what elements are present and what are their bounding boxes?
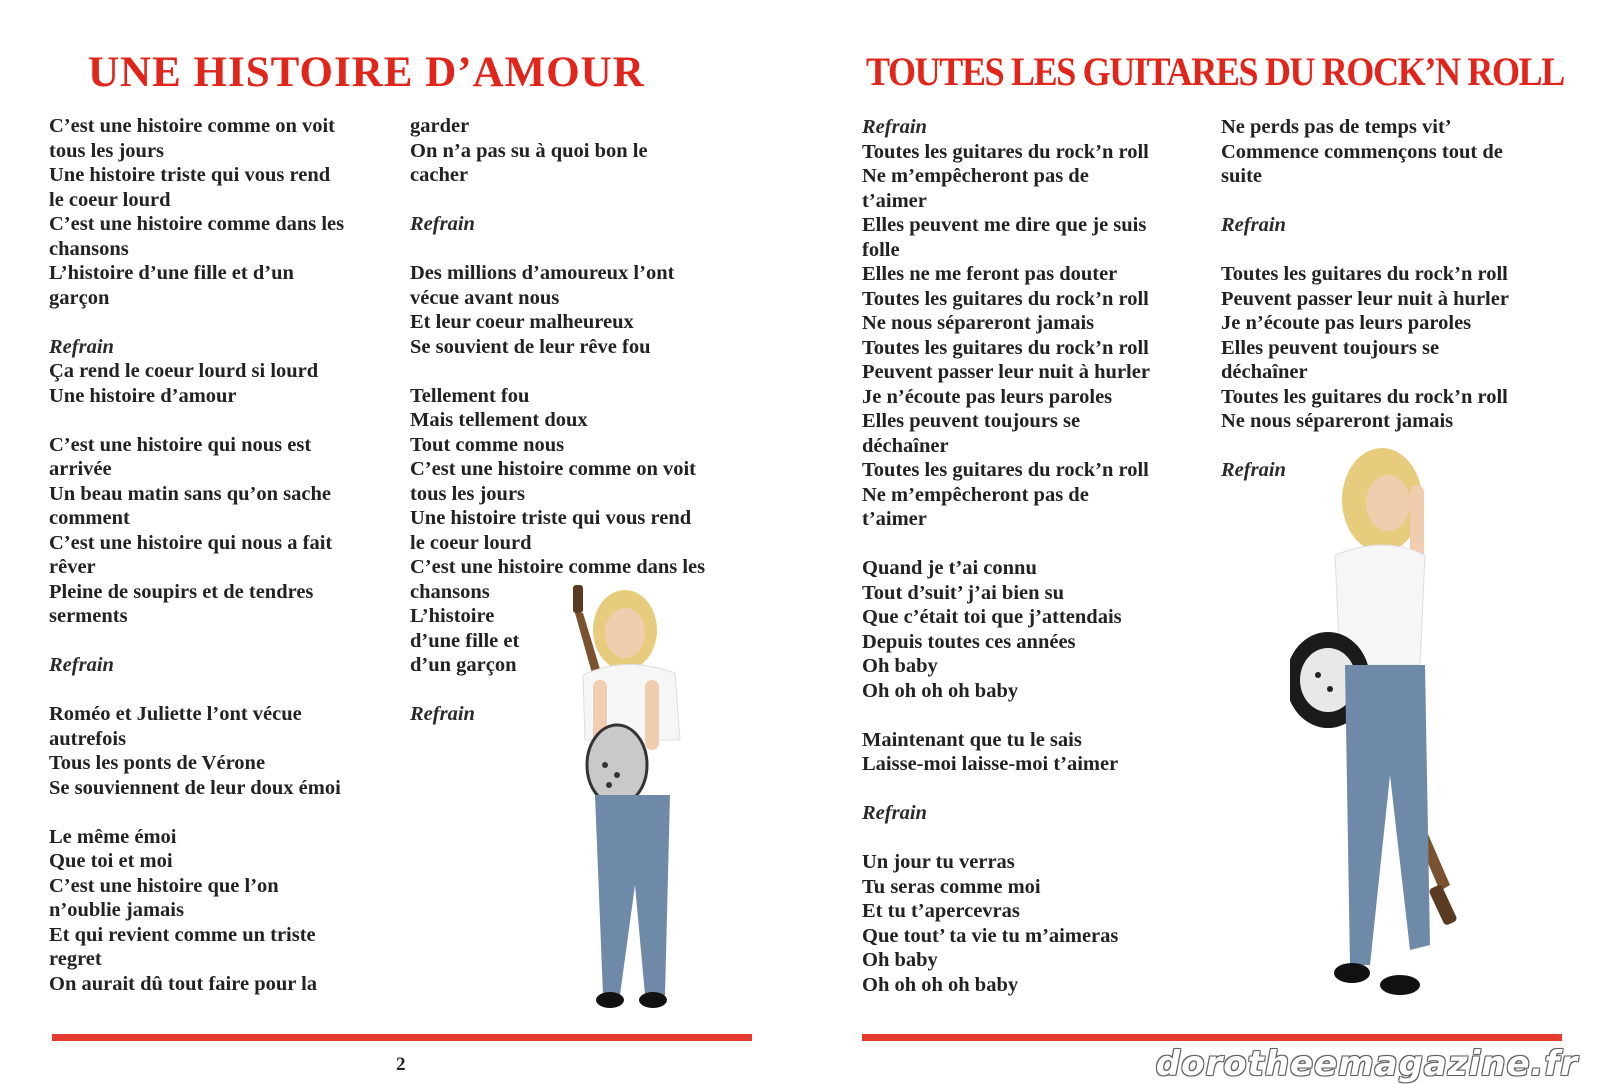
lyric-line: garder (410, 115, 470, 137)
lyric-line: Et leur coeur malheureux (410, 311, 634, 333)
lyric-line: Je n’écoute pas leurs paroles (1221, 312, 1472, 334)
lyric-line: le coeur lourd (410, 531, 532, 554)
lyric-line: suite (1221, 165, 1262, 187)
lyric-line: Des millions d’amoureux l’ont (410, 262, 675, 284)
stanza-gap (49, 800, 344, 825)
lyric-line: Ne nous sépareront jamais (862, 312, 1095, 334)
lyric-line: Une histoire triste qui vous rend (410, 507, 692, 529)
stanza-gap (1221, 238, 1509, 263)
lyric-line: Et tu t’apercevras (862, 900, 1020, 922)
lyric-line: rêver (49, 556, 96, 578)
stanza-gap (49, 629, 344, 654)
lyric-line: Maintenant que tu le sais (862, 728, 1082, 751)
song-title-left: UNE HISTOIRE D’AMOUR (88, 49, 645, 96)
lyric-line: Ne perds pas de temps vit’ (1221, 116, 1452, 138)
lyric-line: Toutes les guitares du rock’n roll (1221, 385, 1508, 408)
lyric-line: d’un garçon (410, 654, 517, 676)
lyric-line: Toutes les guitares du rock’n roll (862, 459, 1149, 481)
lyric-line: Elles peuvent toujours se (862, 410, 1081, 432)
lyric-line: On aurait dû tout faire pour la (49, 972, 318, 995)
lyric-line: Ça rend le coeur lourd si lourd (49, 360, 319, 382)
lyric-line: Elles peuvent me dire que je suis (862, 214, 1147, 236)
lyric-line: Une histoire triste qui vous rend (49, 164, 331, 186)
lyric-line: Peuvent passer leur nuit à hurler (862, 361, 1150, 383)
lyric-line: L’histoire (410, 605, 495, 627)
lyric-line: Un jour tu verras (862, 851, 1015, 873)
stanza-gap (862, 532, 1150, 557)
lyric-line: Oh oh oh oh baby (862, 973, 1019, 996)
lyric-line: Toutes les guitares du rock’n roll (862, 140, 1149, 163)
lyric-line: C’est une histoire comme on voit (49, 115, 336, 137)
lyric-line: Se souvient de leur rêve fou (410, 335, 651, 358)
lyric-line: Roméo et Juliette l’ont vécue (49, 703, 302, 725)
lyric-line: C’est une histoire que l’on (49, 874, 279, 897)
lyric-line: Tout d’suit’ j’ai bien su (862, 581, 1065, 604)
refrain-label: Refrain (49, 654, 114, 676)
lyric-line: Peuvent passer leur nuit à hurler (1221, 287, 1509, 310)
lyric-line: regret (49, 948, 102, 970)
stanza-gap (410, 359, 705, 384)
singer-with-guitar-photo-right (1290, 445, 1510, 1030)
stanza-gap (49, 408, 344, 433)
lyric-line: arrivée (49, 458, 112, 480)
stanza-gap (1221, 189, 1509, 214)
refrain-label: Refrain (49, 335, 114, 358)
stanza-gap (862, 703, 1150, 728)
lyric-line: Depuis toutes ces années (862, 630, 1076, 653)
lyric-line: Pleine de soupirs et de tendres (49, 580, 314, 603)
lyric-line: Tous les ponts de Vérone (49, 752, 266, 774)
lyric-line: t’aimer (862, 189, 927, 212)
lyric-line: Oh baby (862, 655, 938, 677)
lyric-line: Que c’était toi que j’attendais (862, 606, 1122, 628)
lyric-line: Une histoire d’amour (49, 384, 237, 407)
lyric-line: Que toi et moi (49, 850, 173, 872)
lyric-line: Toutes les guitares du rock’n roll (862, 336, 1149, 359)
lyric-line: C’est une histoire qui nous est (49, 433, 312, 456)
stanza-gap (410, 237, 705, 262)
lyric-line: Oh oh oh oh baby (862, 679, 1019, 702)
singer-with-guitar-photo-left (565, 585, 715, 1020)
lyric-line: Quand je t’ai connu (862, 557, 1037, 579)
lyric-line: Elles peuvent toujours se (1221, 336, 1440, 359)
lyric-line: Oh baby (862, 949, 938, 971)
lyric-line: Et qui revient comme un triste (49, 923, 316, 946)
lyric-line: Je n’écoute pas leurs paroles (862, 385, 1113, 408)
lyric-line: Tellement fou (410, 384, 530, 407)
lyric-line: Ne nous sépareront jamais (1221, 410, 1454, 432)
lyrics-column-1 (49, 114, 344, 996)
refrain-label: Refrain (862, 802, 927, 824)
lyric-line: chansons (410, 580, 490, 603)
lyric-line: folle (862, 238, 900, 261)
refrain-label: Refrain (1221, 214, 1286, 236)
lyric-line: L’histoire d’une fille et d’un (49, 262, 294, 284)
lyric-line: autrefois (49, 727, 127, 750)
stanza-gap (862, 826, 1150, 851)
lyric-line: Toutes les guitares du rock’n roll (1221, 263, 1508, 285)
lyric-line: Toutes les guitares du rock’n roll (862, 287, 1149, 310)
lyric-line: C’est une histoire comme dans les (410, 556, 706, 578)
lyric-line: C’est une histoire comme on voit (410, 458, 697, 480)
lyric-line: cacher (410, 164, 469, 186)
lyric-line: n’oublie jamais (49, 899, 184, 921)
footer-rule-right (862, 1034, 1562, 1041)
lyric-line: vécue avant nous (410, 286, 560, 309)
lyric-line: Un beau matin sans qu’on sache (49, 482, 331, 505)
lyric-line: Tout comme nous (410, 433, 565, 456)
lyric-line: Que tout’ ta vie tu m’aimeras (862, 924, 1119, 947)
lyric-line: tous les jours (410, 482, 526, 505)
lyric-line: déchaîner (862, 434, 949, 457)
lyric-line: garçon (49, 286, 110, 309)
lyric-line: déchaîner (1221, 361, 1308, 383)
stanza-gap (410, 188, 705, 213)
page-number-left: 2 (396, 1054, 406, 1075)
lyric-line: Tu seras comme moi (862, 875, 1041, 898)
lyric-line: Mais tellement doux (410, 409, 588, 431)
lyric-line: Elles ne me feront pas douter (862, 263, 1118, 285)
lyrics-column-4 (1221, 115, 1509, 483)
stanza-gap (49, 678, 344, 703)
lyric-line: Se souviennent de leur doux émoi (49, 776, 341, 799)
lyric-line: le coeur lourd (49, 188, 171, 211)
lyric-line: chansons (49, 237, 129, 260)
lyric-line: C’est une histoire comme dans les (49, 213, 345, 235)
lyric-line: serments (49, 605, 128, 627)
refrain-label: Refrain (1221, 459, 1286, 481)
song-title-right: TOUTES LES GUITARES DU ROCK’N ROLL (866, 49, 1564, 94)
lyric-line: Laisse-moi laisse-moi t’aimer (862, 753, 1119, 775)
lyric-line: tous les jours (49, 139, 165, 162)
lyric-line: Ne m’empêcheront pas de (862, 165, 1089, 187)
refrain-label: Refrain (410, 213, 475, 235)
lyric-line: Le même émoi (49, 825, 177, 848)
lyric-line: On n’a pas su à quoi bon le (410, 139, 648, 162)
lyric-line: Commence commençons tout de (1221, 140, 1503, 163)
stanza-gap (862, 777, 1150, 802)
site-watermark: dorotheemagazine.fr (1155, 1044, 1578, 1084)
stanza-gap (49, 310, 344, 335)
lyric-line: Ne m’empêcheront pas de (862, 483, 1089, 506)
lyric-line: d’une fille et (410, 629, 520, 652)
lyric-line: comment (49, 507, 130, 529)
footer-rule-left (52, 1034, 752, 1041)
lyrics-column-3 (862, 115, 1150, 997)
refrain-label: Refrain (862, 116, 927, 138)
refrain-label: Refrain (410, 703, 475, 725)
lyric-line: C’est une histoire qui nous a fait (49, 531, 333, 554)
lyric-line: t’aimer (862, 508, 927, 530)
